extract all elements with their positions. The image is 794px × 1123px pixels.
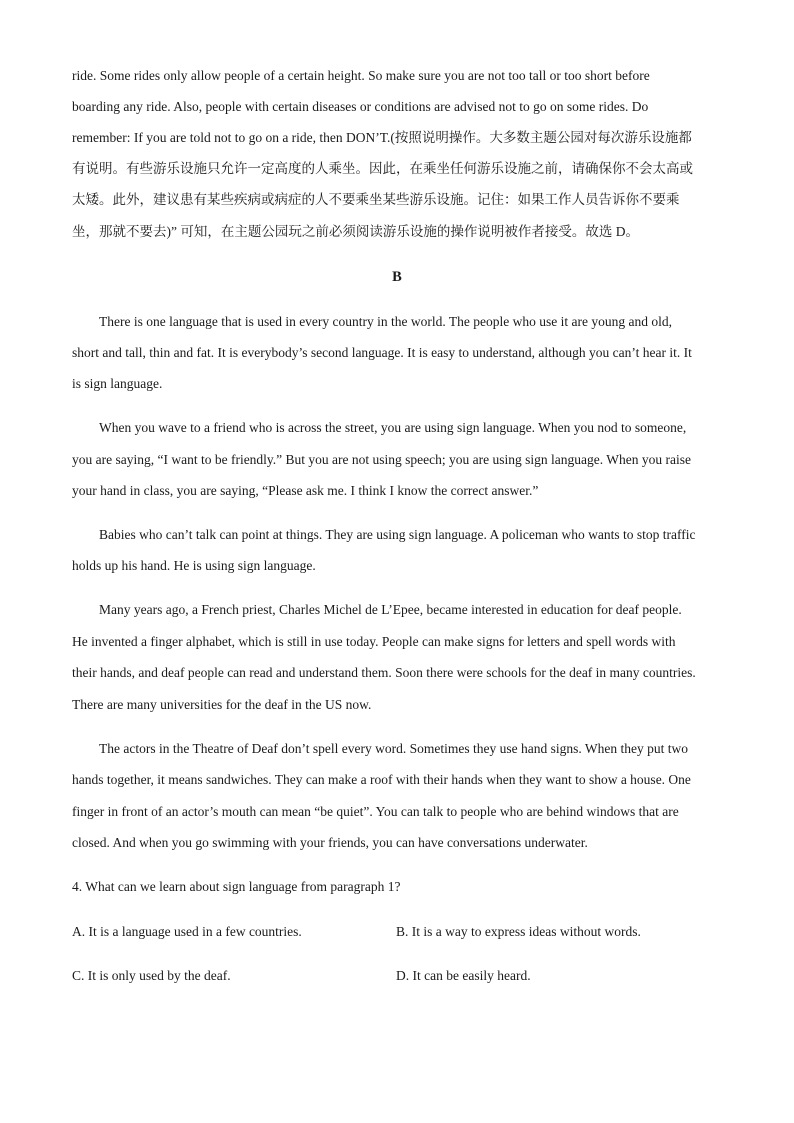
paragraph-1-line: short and tall, thin and fat. It is everybody’s second language. It is easy to understand, although you can’t hear it. It <box>72 345 692 360</box>
paragraph-4-line: Many years ago, a French priest, Charles Michel de L’Epee, became interested in education for deaf people. <box>99 602 682 617</box>
paragraph-5-line: hands together, it means sandwiches. They can make a roof with their hands when they want to show a house. One <box>72 772 691 787</box>
paragraph-3-line: holds up his hand. He is using sign language. <box>72 558 316 573</box>
paragraph-5-line: finger in front of an actor’s mouth can mean “be quiet”. You can talk to people who are behind windows that are <box>72 804 679 819</box>
paragraph-4-line: There are many universities for the deaf in the US now. <box>72 697 372 712</box>
paragraph-1-line: is sign language. <box>72 376 163 391</box>
option-d[interactable]: D. It can be easily heard. <box>396 968 531 983</box>
prev-passage-line: 有说明。有些游乐设施只允许一定高度的人乘坐。因此，在乘坐任何游乐设施之前，请确保你不会太高或 <box>72 161 693 176</box>
prev-passage-line: 坐，那就不要去)” 可知，在主题公园玩之前必须阅读游乐设施的操作说明被作者接受。故选 D。 <box>72 224 639 239</box>
paragraph-2-line: your hand in class, you are saying, “Please ask me. I think I know the correct answer.” <box>72 483 539 498</box>
option-c[interactable]: C. It is only used by the deaf. <box>72 968 231 983</box>
prev-passage-line: boarding any ride. Also, people with certain diseases or conditions are advised not to go on some rides. Do <box>72 99 649 114</box>
paragraph-5-line: closed. And when you go swimming with your friends, you can have conversations underwater. <box>72 835 588 850</box>
prev-passage-line: ride. Some rides only allow people of a certain height. So make sure you are not too tall or too short before <box>72 68 650 83</box>
option-a[interactable]: A. It is a language used in a few countries. <box>72 924 302 939</box>
prev-passage-line: remember: If you are told not to go on a ride, then DON’T.(按照说明操作。大多数主题公园对每次游乐设施都 <box>72 130 692 145</box>
option-b[interactable]: B. It is a way to express ideas without words. <box>396 924 641 939</box>
paragraph-1-line: There is one language that is used in every country in the world. The people who use it are young and old, <box>99 314 672 329</box>
paragraph-4-line: their hands, and deaf people can read and understand them. Soon there were schools for the deaf in many countries. <box>72 665 696 680</box>
paragraph-2-line: you are saying, “I want to be friendly.” But you are not using speech; you are using sign language. When you raise <box>72 452 691 467</box>
paragraph-2-line: When you wave to a friend who is across the street, you are using sign language. When you nod to someone, <box>99 420 687 435</box>
prev-passage-line: 太矮。此外，建议患有某些疾病或病症的人不要乘坐某些游乐设施。记住：如果工作人员告诉你不要乘 <box>72 192 680 207</box>
question-stem: 4. What can we learn about sign language from paragraph 1? <box>72 879 401 894</box>
paragraph-5-line: The actors in the Theatre of Deaf don’t spell every word. Sometimes they use hand signs. When they put two <box>99 741 688 756</box>
paragraph-4-line: He invented a finger alphabet, which is still in use today. People can make signs for letters and spell words with <box>72 634 676 649</box>
paragraph-3-line: Babies who can’t talk can point at things. They are using sign language. A policeman who wants to stop traffic <box>99 527 696 542</box>
section-heading: B <box>392 269 402 285</box>
